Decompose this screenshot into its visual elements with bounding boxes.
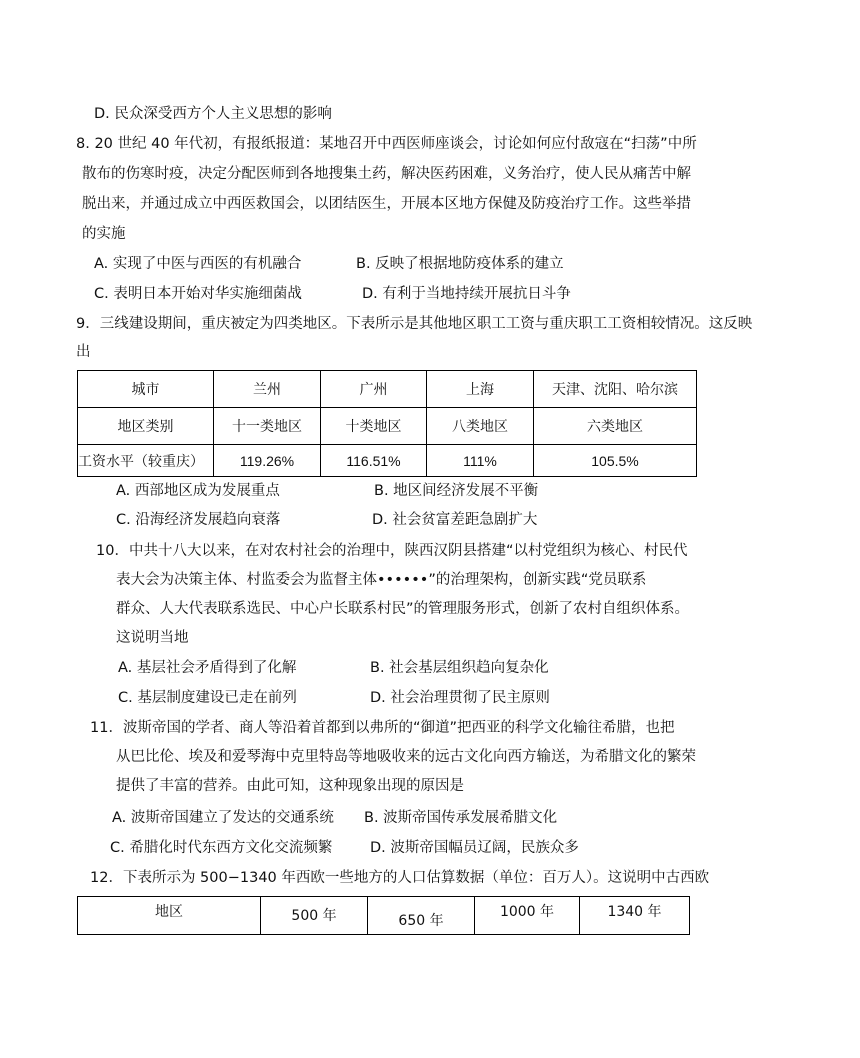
table-cell: 六类地区 <box>534 408 697 445</box>
q9-option-a: A. 西部地区成为发展重点 <box>116 483 280 499</box>
q8-stem-line: 散布的伤寒时疫，决定分配医师到各地搜集土药，解决医药困难，义务治疗，使人民从痛苦中解 <box>82 166 691 182</box>
q8-stem-line: 8. 20 世纪 40 年代初，有报纸报道：某地召开中西医师座谈会，讨论如何应付敌寇在“扫荡”中所 <box>76 136 697 152</box>
q8-stem-line: 的实施 <box>82 226 126 242</box>
q8-option-c: C. 表明日本开始对华实施细菌战 <box>94 286 302 302</box>
q12-stem-line: 12．下表所示为 500−1340 年西欧一些地方的人口估算数据（单位：百万人）。这说明中古西欧 <box>90 870 710 886</box>
table-cell: 广州 <box>321 371 427 408</box>
table-row <box>78 897 690 935</box>
q9-stem-line: 9．三线建设期间，重庆被定为四类地区。下表所示是其他地区职工工资与重庆职工工资相较情况。这反映 <box>76 316 753 332</box>
q8-option-d: D. 有利于当地持续开展抗日斗争 <box>362 286 571 302</box>
table-cell: 十类地区 <box>321 408 427 445</box>
table-cell: 1340 年 <box>580 897 690 935</box>
table-cell: 116.51% <box>321 445 427 477</box>
q9-option-d: D. 社会贫富差距急剧扩大 <box>372 512 538 528</box>
q10-option-a: A. 基层社会矛盾得到了化解 <box>118 660 297 676</box>
q10-option-d: D. 社会治理贯彻了民主原则 <box>370 690 550 706</box>
table-cell: 城市 <box>78 371 214 408</box>
q10-stem-line: 群众、人大代表联系选民、中心户长联系村民”的管理服务形式，创新了农村自组织体系。 <box>116 601 690 617</box>
table-cell: 地区类别 <box>78 408 214 445</box>
q11-option-c: C. 希腊化时代东西方文化交流频繁 <box>110 840 333 856</box>
table-cell: 119.26% <box>214 445 321 477</box>
q8-option-b: B. 反映了根据地防疫体系的建立 <box>356 256 564 272</box>
table-cell: 八类地区 <box>427 408 534 445</box>
q11-stem-line: 11．波斯帝国的学者、商人等沿着首都到以弗所的“御道”把西亚的科学文化输往希腊，也把 <box>90 720 675 736</box>
table-row <box>78 408 697 445</box>
table-cell: 105.5% <box>534 445 697 477</box>
q10-stem-line: 10．中共十八大以来，在对农村社会的治理中，陕西汉阴县搭建“以村党组织为核心、村民代 <box>96 543 688 559</box>
q9-stem-line: 出 <box>76 344 91 360</box>
table-cell: 工资水平（较重庆） <box>78 445 214 477</box>
table-cell: 650 年 <box>368 897 475 935</box>
table-cell: 111% <box>427 445 534 477</box>
q8-option-a: A. 实现了中医与西医的有机融合 <box>94 256 302 272</box>
table-cell: 地区 <box>78 897 261 935</box>
table-cell: 十一类地区 <box>214 408 321 445</box>
table-cell: 天津、沈阳、哈尔滨 <box>534 371 697 408</box>
q10-stem-line: 这说明当地 <box>116 630 189 646</box>
q7-option-d: D. 民众深受西方个人主义思想的影响 <box>94 106 332 122</box>
table-cell: 兰州 <box>214 371 321 408</box>
q10-option-b: B. 社会基层组织趋向复杂化 <box>370 660 549 676</box>
table-cell: 500 年 <box>261 897 368 935</box>
table-cell: 1000 年 <box>475 897 580 935</box>
q12-population-table <box>77 896 690 935</box>
q11-option-a: A. 波斯帝国建立了发达的交通系统 <box>112 810 334 826</box>
q9-option-c: C. 沿海经济发展趋向衰落 <box>116 512 281 528</box>
q11-stem-line: 从巴比伦、埃及和爱琴海中克里特岛等地吸收来的远古文化向西方输送，为希腊文化的繁荣 <box>116 749 696 765</box>
table-row <box>78 445 697 477</box>
q11-option-b: B. 波斯帝国传承发展希腊文化 <box>364 810 558 826</box>
q9-wage-table <box>77 370 697 477</box>
table-row <box>78 371 697 408</box>
q10-option-c: C. 基层制度建设已走在前列 <box>118 690 297 706</box>
q11-stem-line: 提供了丰富的营养。由此可知，这种现象出现的原因是 <box>116 778 464 794</box>
q11-option-d: D. 波斯帝国幅员辽阔，民族众多 <box>370 840 579 856</box>
q9-option-b: B. 地区间经济发展不平衡 <box>374 483 539 499</box>
q8-stem-line: 脱出来，并通过成立中西医救国会，以团结医生，开展本区地方保健及防疫治疗工作。这些举措 <box>82 196 691 212</box>
table-cell: 上海 <box>427 371 534 408</box>
q10-stem-line: 表大会为决策主体、村监委会为监督主体••••••”的治理架构，创新实践“党员联系 <box>116 572 647 588</box>
